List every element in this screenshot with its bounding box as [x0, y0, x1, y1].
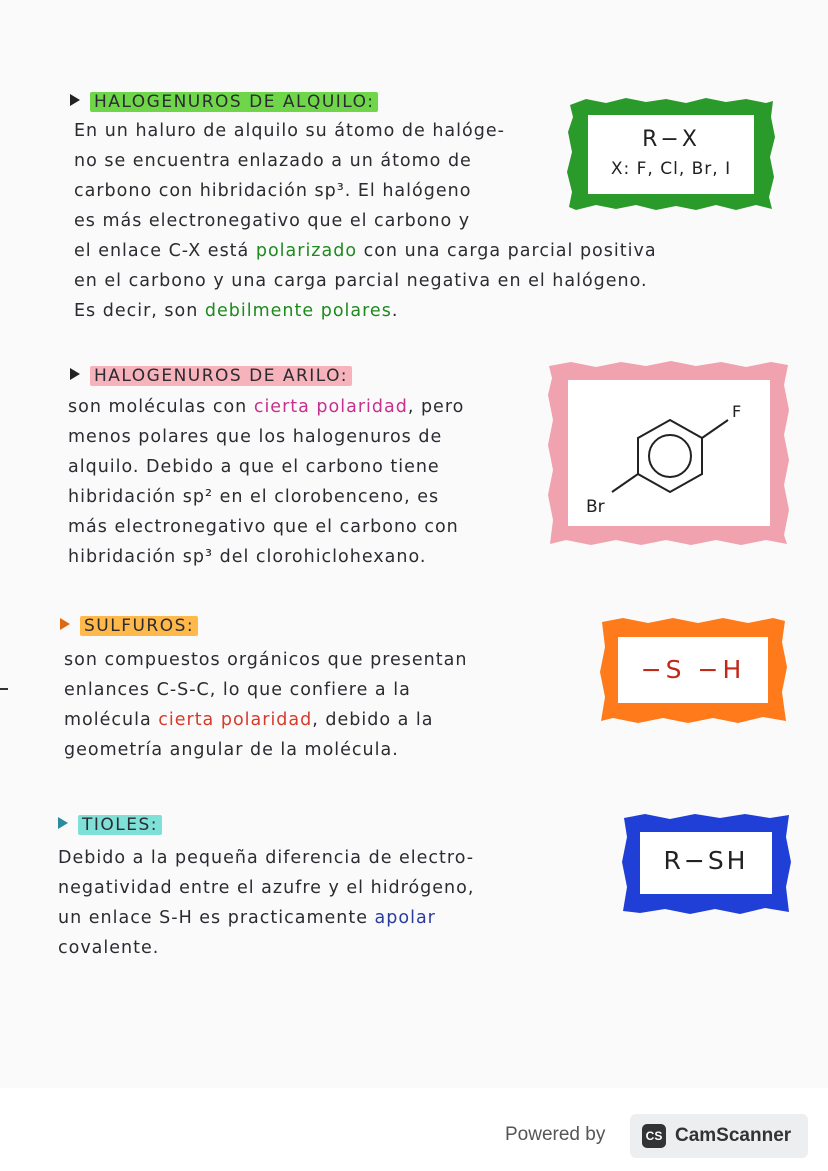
structure-box-aryl: [546, 360, 791, 547]
heading-sulfuros-label: SULFUROS:: [80, 616, 198, 636]
text-segment: enlances C-S-C, lo que confiere a la: [64, 680, 411, 700]
text-segment: Es decir, son: [74, 301, 205, 321]
text-segment: son moléculas con: [68, 397, 254, 417]
text-segment: negatividad entre el azufre y el hidrógeno,: [58, 878, 475, 898]
text-segment: menos polares que los halogenuros de: [68, 427, 443, 447]
text-segment: es más electronegativo que el carbono y: [74, 211, 471, 231]
text-segment: covalente.: [58, 938, 160, 958]
paragraph-arilo: [68, 392, 464, 572]
camscanner-badge[interactable]: [630, 1114, 808, 1158]
text-segment: más electronegativo que el carbono con: [68, 517, 459, 537]
text-line: [58, 933, 474, 963]
formula-box-rx: [566, 97, 776, 212]
formula-box-sh: [598, 617, 788, 725]
camscanner-name: CamScanner: [675, 1125, 792, 1146]
text-segment: hibridación sp² en el clorobenceno, es: [68, 487, 440, 507]
text-segment: molécula: [64, 710, 159, 730]
text-line: [74, 266, 657, 296]
heading-tioles: [58, 815, 162, 835]
text-segment: con una carga parcial positiva: [357, 241, 657, 261]
text-segment: alquilo. Debido a que el carbono tiene: [68, 457, 440, 477]
text-line: [58, 843, 474, 873]
formula-sh: −S −H: [640, 655, 746, 684]
box-aryl-frame: [546, 360, 791, 547]
text-segment: geometría angular de la molécula.: [64, 740, 399, 760]
text-segment: .: [391, 301, 399, 321]
box-rx-frame: [566, 97, 776, 212]
text-segment: el enlace C-X está: [74, 241, 256, 261]
text-line: [68, 542, 464, 572]
text-line: [68, 452, 464, 482]
text-segment: Debido a la pequeña diferencia de electro-: [58, 848, 475, 868]
margin-mark: [0, 688, 8, 690]
heading-alquilo: [70, 92, 378, 112]
paragraph-sulfuros: [64, 645, 467, 765]
heading-arilo: [70, 366, 352, 386]
heading-sulfuros: [60, 616, 198, 636]
highlighted-term: polarizado: [255, 241, 358, 261]
text-segment: , debido a la: [312, 710, 434, 730]
bullet-triangle-icon: [60, 618, 70, 630]
text-line: [68, 392, 464, 422]
text-line: [58, 873, 474, 903]
text-segment: en el carbono y una carga parcial negativa en el halógeno.: [74, 271, 648, 291]
heading-alquilo-label: HALOGENUROS DE ALQUILO:: [90, 92, 378, 112]
camscanner-logo-icon: CS: [642, 1124, 666, 1148]
text-line: [68, 482, 464, 512]
text-line: [58, 903, 474, 933]
highlighted-term: apolar: [374, 908, 436, 928]
bullet-triangle-icon: [58, 817, 68, 829]
text-line: [64, 675, 467, 705]
label-f: F: [732, 402, 742, 421]
heading-arilo-label: HALOGENUROS DE ARILO:: [90, 366, 352, 386]
bullet-triangle-icon: [70, 94, 80, 106]
text-line: [74, 236, 657, 266]
heading-tioles-label: TIOLES:: [78, 815, 162, 835]
bullet-triangle-icon: [70, 368, 80, 380]
highlighted-term: debilmente polares: [204, 301, 392, 321]
label-br: Br: [586, 497, 605, 517]
text-segment: no se encuentra enlazado a un átomo de: [74, 151, 472, 171]
text-segment: son compuestos orgánicos que presentan: [64, 650, 468, 670]
text-line: [68, 422, 464, 452]
text-segment: En un haluro de alquilo su átomo de halóge-: [74, 121, 505, 141]
text-segment: un enlace S-H es practicamente: [58, 908, 375, 928]
text-line: [68, 512, 464, 542]
text-line: [64, 645, 467, 675]
text-line: [74, 296, 657, 326]
formula-rx: R−X: [642, 127, 700, 152]
highlighted-term: cierta polaridad: [253, 397, 408, 417]
halogens-list: X: F, Cl, Br, I: [610, 159, 732, 179]
highlighted-term: cierta polaridad: [158, 710, 313, 730]
text-segment: hibridación sp³ del clorohiclohexano.: [68, 547, 427, 567]
formula-rsh: R−SH: [663, 846, 749, 875]
formula-box-rsh: [620, 812, 792, 916]
text-line: [64, 735, 467, 765]
text-line: [64, 705, 467, 735]
paragraph-tioles: [58, 843, 474, 963]
powered-by-text: Powered by: [505, 1124, 606, 1145]
text-segment: carbono con hibridación sp³. El halógeno: [74, 181, 472, 201]
text-segment: , pero: [407, 397, 465, 417]
